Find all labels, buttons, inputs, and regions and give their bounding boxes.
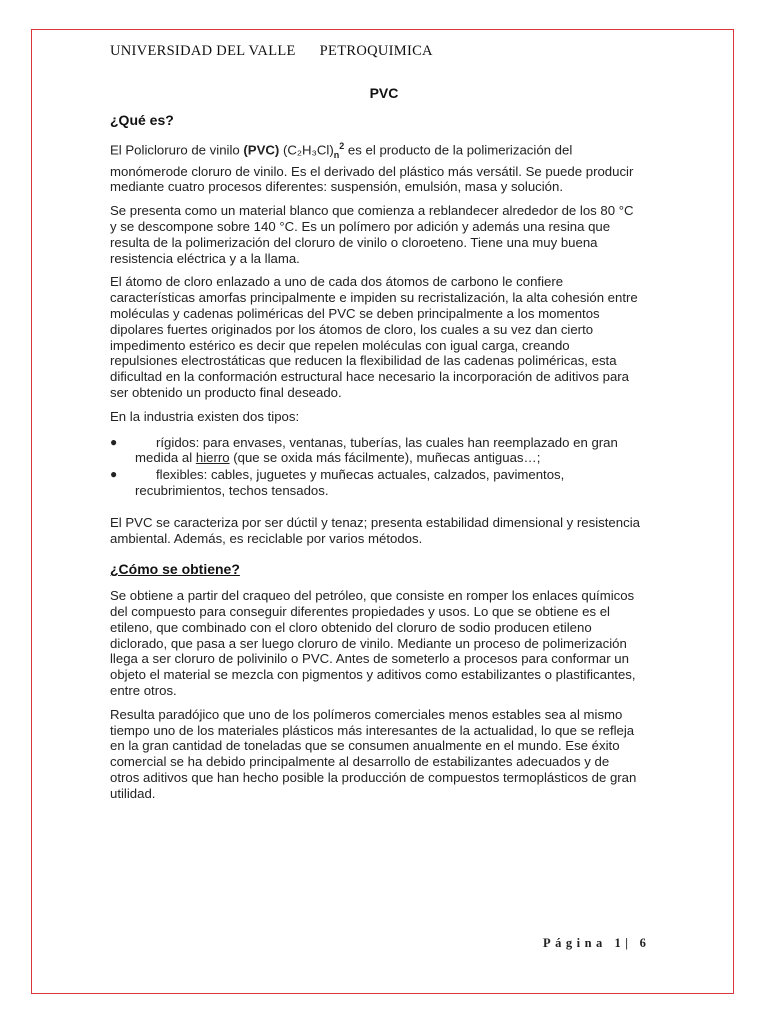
rigid-text-end: (que se oxida más fácilmente), muñecas antiguas…; (229, 450, 541, 466)
chemical-formula: (C₂H₃Cl) (279, 142, 334, 158)
page-current: 1 (614, 936, 626, 950)
page-separator: | (625, 936, 632, 950)
document-header (110, 43, 433, 60)
definition-bold-acronym: (PVC) (243, 142, 280, 158)
page-number (543, 936, 650, 951)
paragraph-definition (110, 139, 640, 195)
list-item-rigid (110, 435, 640, 467)
formula-subscript: n (333, 149, 340, 160)
document-body (110, 113, 640, 810)
link-hierro[interactable]: hierro (195, 450, 230, 466)
list-item-flexible-text: flexibles: cables, juguetes y muñecas actuales, calzados, pavimentos, recubrimientos, techos tensados. (135, 467, 565, 498)
list-item-flexible (110, 467, 640, 499)
definition-text-end: es el producto de la polimerización del monómerode cloruro de vinilo. Es el derivado del plástico más versátil. Se puede producir mediante cuatro procesos diferentes: suspensión, emulsión, masa y solución. (110, 142, 634, 195)
section-heading-como-se-obtiene: ¿Cómo se obtiene? (110, 561, 240, 578)
header-department: PETROQUIMICA (319, 43, 433, 59)
document-title: PVC (369, 85, 399, 101)
types-list (110, 435, 640, 499)
page-total: 6 (639, 936, 651, 950)
header-university: UNIVERSIDAD DEL VALLE (110, 43, 296, 59)
paragraph-chlorine-atom: El átomo de cloro enlazado a uno de cada dos átomos de carbono le confiere características amorfas principalmente e impiden su recristalización, la alta cohesión entre moléculas y cadenas poliméricas del PVC se deben principalmente a los momentos dipolares fuertes originados por los átomos de cloro, los cuales a su vez dan cierto impedimento estérico es decir que repelen moléculas con igual carga, creando repulsiones electrostáticas que reducen la flexibilidad de las cadenas poliméricas, esta dificultad en la conformación estructural hace necesario la incorporación de aditivos para ser obtenido un producto final deseado. (110, 274, 638, 400)
bullet-icon: ● (110, 467, 118, 482)
section-heading-que-es: ¿Qué es? (110, 112, 174, 128)
footnote-reference: 2 (339, 140, 345, 151)
bullet-icon: ● (110, 434, 118, 449)
paragraph-paradox: Resulta paradójico que uno de los polímeros comerciales menos estables sea al mismo tiempo uno de los materiales plásticos más interesantes de la actualidad, lo que se refleja en la gran cantidad de toneladas que se consumen anualmente en el mundo. Ese éxito comercial se ha debido principalmente al desarrollo de estabilizantes adecuados y de otros aditivos que han hecho posible la producción de compuestos termoplásticos de gran utilidad. (110, 706, 637, 801)
paragraph-characteristics: El PVC se caracteriza por ser dúctil y tenaz; presenta estabilidad dimensional y resistencia ambiental. Además, es reciclable por varios métodos. (110, 514, 640, 546)
paragraph-properties: Se presenta como un material blanco que comienza a reblandecer alrededor de los 80 °C y se descompone sobre 140 °C. Es un polímero por adición y además una resina que resulta de la polimerización del cloruro de vinilo o cloroeteno. Tiene una muy buena resistencia eléctrica y a la llama. (110, 203, 634, 266)
paragraph-industry-types: En la industria existen dos tipos: (110, 408, 300, 424)
paragraph-production: Se obtiene a partir del craqueo del petróleo, que consiste en romper los enlaces químicos del compuesto para conseguir diferentes propiedades y usos. Lo que se obtiene es el etileno, que combinado con el cloro obtenido del cloruro de sodio producen etileno diclorado, que pasa a ser luego cloruro de vinilo. Mediante un proceso de polimerización llega a ser cloruro de polivinilo o PVC. Antes de someterlo a procesos para conformar un objeto el material se mezcla con pigmentos y aditivos como estabilizantes o plastificantes, entre otros. (110, 588, 636, 698)
page-label: Página (543, 936, 607, 950)
definition-text-start: El Policloruro de vinilo (110, 142, 244, 158)
rigid-text-start: rígidos: para envases, ventanas, tuberías, las cuales han reemplazado en gran medida al (135, 434, 618, 466)
list-item-rigid-text (135, 435, 640, 467)
